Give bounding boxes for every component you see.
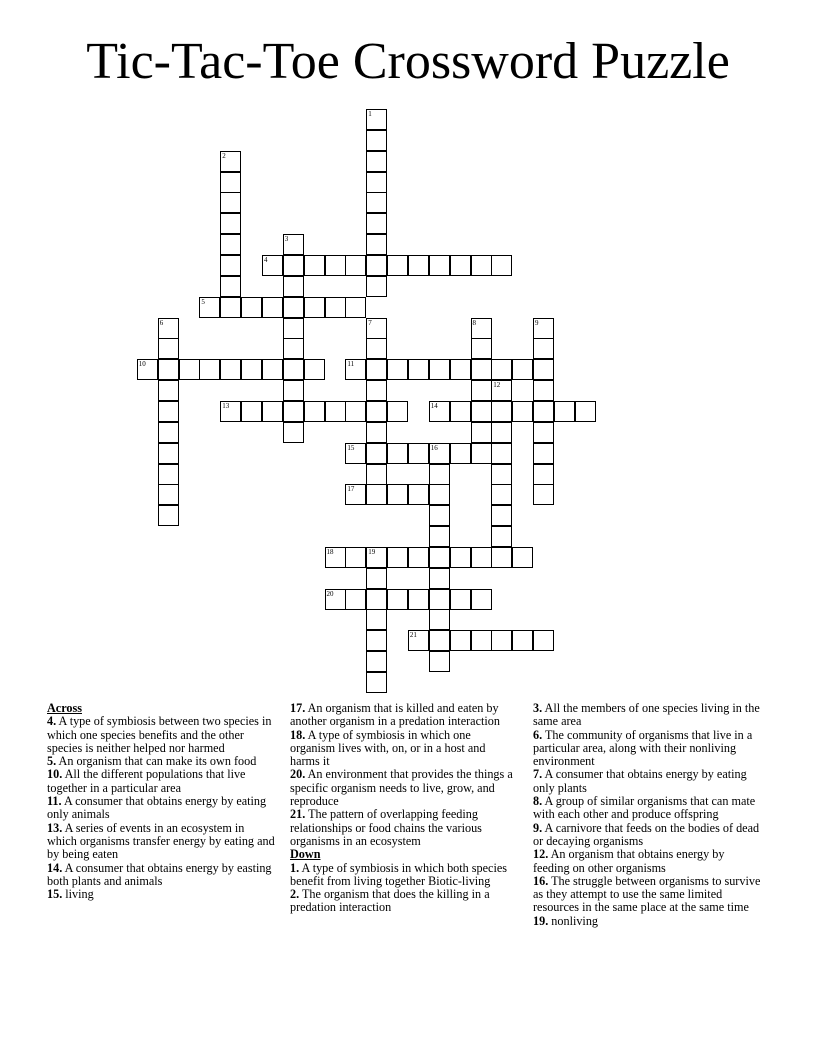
clue-number: 9 [535,318,539,327]
clue-column-3 [533,702,761,928]
grid-cell[interactable] [408,547,429,568]
grid-cell[interactable] [137,359,158,380]
clue-number: 18 [326,547,334,556]
down-clue: 7. A consumer that obtains energy by eating only plants [533,767,747,795]
grid-cell[interactable] [450,443,471,464]
clue-number: 12 [493,381,501,390]
grid-cell[interactable] [450,401,471,422]
grid-cell[interactable] [491,255,512,276]
grid-cell[interactable] [220,401,241,422]
grid-cell[interactable] [533,359,554,380]
grid-cell[interactable] [158,359,179,380]
clue-number: 6 [159,318,164,327]
grid-cell[interactable] [366,630,387,651]
grid-cell[interactable] [158,338,179,359]
grid-cell[interactable] [408,255,429,276]
grid-cell[interactable] [158,401,179,422]
grid-cell[interactable] [283,297,304,318]
clue-number: 21 [409,631,417,640]
down-clue: 2. The organism that does the killing in a predation interaction [290,887,490,915]
grid-cell[interactable] [283,318,304,339]
grid-cell[interactable] [512,547,533,568]
grid-cell[interactable] [533,318,554,339]
clue-number: 8 [472,318,476,327]
grid-cell[interactable] [158,443,179,464]
grid-cell[interactable] [283,422,304,443]
across-clue: 20. An environment that provides the things a specific organism needs to live, grow, and reproduce [290,767,513,809]
clue-column-1 [47,702,275,901]
grid-cell[interactable] [512,359,533,380]
down-clue: 9. A carnivore that feeds on the bodies of dead or decaying organisms [533,820,760,848]
grid-cell[interactable] [450,589,471,610]
grid-cell[interactable] [429,526,450,547]
grid-cell[interactable] [366,213,387,234]
grid-cell[interactable] [491,484,512,505]
grid-cell[interactable] [450,630,471,651]
grid-cell[interactable] [429,443,450,464]
grid-cell[interactable] [158,380,179,401]
grid-cell[interactable] [345,255,366,276]
grid-cell[interactable] [471,630,492,651]
grid-cell[interactable] [366,443,387,464]
grid-cell[interactable] [408,443,429,464]
grid-cell[interactable] [283,359,304,380]
grid-cell[interactable] [366,672,387,693]
across-heading: Across [47,701,82,715]
grid-cell[interactable] [471,338,492,359]
across-clue: 14. A consumer that obtains energy by easting both plants and animals [47,860,272,888]
grid-cell[interactable] [429,547,450,568]
grid-cell[interactable] [491,547,512,568]
clue-number: 15 [347,443,355,452]
grid-cell[interactable] [220,172,241,193]
grid-cell[interactable] [304,359,325,380]
across-clue: 17. An organism that is killed and eaten by another organism in a predation interaction [290,701,500,729]
grid-cell[interactable] [366,234,387,255]
grid-cell[interactable] [366,464,387,485]
grid-cell[interactable] [429,609,450,630]
grid-cell[interactable] [387,547,408,568]
grid-cell[interactable] [450,255,471,276]
grid-cell[interactable] [533,338,554,359]
grid-cell[interactable] [304,255,325,276]
grid-cell[interactable] [199,297,220,318]
grid-cell[interactable] [387,401,408,422]
clue-number: 20 [326,589,334,598]
grid-cell[interactable] [325,589,346,610]
grid-cell[interactable] [366,255,387,276]
grid-cell[interactable] [429,630,450,651]
grid-cell[interactable] [491,422,512,443]
grid-cell[interactable] [408,484,429,505]
grid-cell[interactable] [533,422,554,443]
grid-cell[interactable] [283,338,304,359]
grid-cell[interactable] [471,422,492,443]
grid-cell[interactable] [304,297,325,318]
grid-cell[interactable] [491,630,512,651]
grid-cell[interactable] [366,192,387,213]
grid-cell[interactable] [408,630,429,651]
grid-cell[interactable] [366,109,387,130]
grid-cell[interactable] [387,443,408,464]
down-clue: 12. An organism that obtains energy by feeding on other organisms [533,847,725,875]
grid-cell[interactable] [387,484,408,505]
grid-cell[interactable] [366,130,387,151]
grid-cell[interactable] [158,318,179,339]
grid-cell[interactable] [366,484,387,505]
down-clue: 3. All the members of one species living in the same area [533,701,760,729]
grid-cell[interactable] [220,234,241,255]
grid-cell[interactable] [158,484,179,505]
grid-cell[interactable] [241,401,262,422]
grid-cell[interactable] [220,213,241,234]
grid-cell[interactable] [533,630,554,651]
across-clue: 11. A consumer that obtains energy by eating only animals [47,794,267,822]
grid-cell[interactable] [491,505,512,526]
grid-cell[interactable] [325,255,346,276]
grid-cell[interactable] [366,380,387,401]
grid-cell[interactable] [345,443,366,464]
clue-number: 7 [368,318,372,327]
clue-number: 3 [284,235,289,244]
grid-cell[interactable] [262,255,283,276]
across-clue: 4. A type of symbiosis between two species in which one species benefits and the other species is neither helped nor harmed [47,714,272,755]
grid-cell[interactable] [262,401,283,422]
grid-cell[interactable] [512,630,533,651]
grid-cell[interactable] [471,380,492,401]
grid-cell[interactable] [491,380,512,401]
grid-cell[interactable] [220,297,241,318]
across-clue: 10. All the different populations that live together in a particular area [47,767,246,795]
grid-cell[interactable] [366,318,387,339]
grid-cell[interactable] [429,464,450,485]
clue-number: 4 [264,256,268,264]
grid-cell[interactable] [533,443,554,464]
grid-cell[interactable] [283,276,304,297]
grid-cell[interactable] [241,359,262,380]
grid-cell[interactable] [429,401,450,422]
grid-cell[interactable] [471,401,492,422]
clue-number: 11 [347,360,355,369]
grid-cell[interactable] [345,547,366,568]
clue-number: 19 [368,547,376,556]
grid-cell[interactable] [533,464,554,485]
grid-cell[interactable] [199,359,220,380]
grid-cell[interactable] [471,318,492,339]
grid-cell[interactable] [179,359,200,380]
grid-cell[interactable] [366,151,387,172]
grid-cell[interactable] [533,401,554,422]
grid-cell[interactable] [450,547,471,568]
grid-cell[interactable] [158,464,179,485]
grid-cell[interactable] [387,255,408,276]
grid-cell[interactable] [262,359,283,380]
down-clue: 1. A type of symbiosis in which both species benefit from living together Biotic-living [290,860,507,888]
grid-cell[interactable] [366,359,387,380]
grid-cell[interactable] [366,651,387,672]
grid-cell[interactable] [429,651,450,672]
grid-cell[interactable] [429,255,450,276]
across-clue: 21. The pattern of overlapping feeding relationships or food chains the various organisms in an ecosystem [290,807,482,848]
grid-cell[interactable] [220,255,241,276]
clue-column-2 [290,702,518,915]
grid-cell[interactable] [220,192,241,213]
clue-number: 5 [201,297,205,306]
grid-cell[interactable] [158,505,179,526]
clue-number: 2 [222,151,226,160]
grid-cell[interactable] [429,505,450,526]
grid-cell[interactable] [429,359,450,380]
grid-cell[interactable] [429,568,450,589]
grid-cell[interactable] [366,568,387,589]
grid-cell[interactable] [471,255,492,276]
puzzle-title: Tic-Tac-Toe Crossword Puzzle [86,33,730,90]
grid-cell[interactable] [408,589,429,610]
grid-cell[interactable] [429,484,450,505]
clue-number: 17 [347,485,355,494]
grid-cell[interactable] [220,151,241,172]
across-clue: 5. An organism that can make its own food [47,754,257,769]
grid-cell[interactable] [429,589,450,610]
grid-cell[interactable] [366,338,387,359]
grid-cell[interactable] [512,401,533,422]
down-clue: 16. The struggle between organisms to survive as they attempt to use the same limited resources in the same place at the same time [533,873,761,915]
grid-cell[interactable] [533,484,554,505]
grid-cell[interactable] [491,464,512,485]
down-clue: 6. The community of organisms that live in a particular area, along with their nonliving environment [533,727,753,769]
grid-cell[interactable] [366,276,387,297]
grid-cell[interactable] [220,276,241,297]
grid-cell[interactable] [491,359,512,380]
grid-cell[interactable] [262,297,283,318]
grid-cell[interactable] [408,359,429,380]
grid-cell[interactable] [283,380,304,401]
grid-cell[interactable] [345,484,366,505]
clue-number: 14 [430,401,438,410]
down-clue: 19. nonliving [533,913,599,928]
grid-cell[interactable] [387,589,408,610]
grid-cell[interactable] [345,359,366,380]
grid-cell[interactable] [366,172,387,193]
clue-number: 16 [430,443,438,452]
grid-cell[interactable] [345,589,366,610]
grid-cell[interactable] [366,589,387,610]
grid-cell[interactable] [471,359,492,380]
grid-cell[interactable] [220,359,241,380]
grid-cell[interactable] [491,443,512,464]
grid-cell[interactable] [325,297,346,318]
grid-cell[interactable] [366,609,387,630]
clue-number: 10 [138,360,146,369]
grid-cell[interactable] [241,297,262,318]
clue-number: 1 [368,110,372,118]
grid-cell[interactable] [345,401,366,422]
grid-cell[interactable] [387,359,408,380]
across-clue: 15. living [47,887,94,902]
grid-cell[interactable] [283,234,304,255]
grid-cell[interactable] [158,422,179,443]
grid-cell[interactable] [554,401,575,422]
grid-cell[interactable] [366,401,387,422]
grid-cell[interactable] [283,255,304,276]
grid-cell[interactable] [491,526,512,547]
grid-cell[interactable] [471,443,492,464]
across-clue: 18. A type of symbiosis in which one organism lives with, on, or in a host and harms it [290,727,486,769]
grid-cell[interactable] [345,297,366,318]
across-clues-part-1 [47,715,275,901]
grid-cell[interactable] [471,547,492,568]
grid-cell[interactable] [325,547,346,568]
grid-cell[interactable] [575,401,596,422]
grid-cell[interactable] [283,401,304,422]
grid-cell[interactable] [304,401,325,422]
across-clue: 13. A series of events in an ecosystem in which organisms transfer energy by eating and by being eaten [47,820,275,862]
grid-cell[interactable] [366,422,387,443]
grid-cell[interactable] [450,359,471,380]
grid-cell[interactable] [366,547,387,568]
down-heading: Down [290,847,321,862]
grid-cell[interactable] [325,401,346,422]
clue-number: 13 [222,401,230,410]
grid-cell[interactable] [491,401,512,422]
grid-cell[interactable] [471,589,492,610]
down-clue: 8. A group of similar organisms that can mate with each other and produce offspring [533,794,756,822]
grid-cell[interactable] [533,380,554,401]
